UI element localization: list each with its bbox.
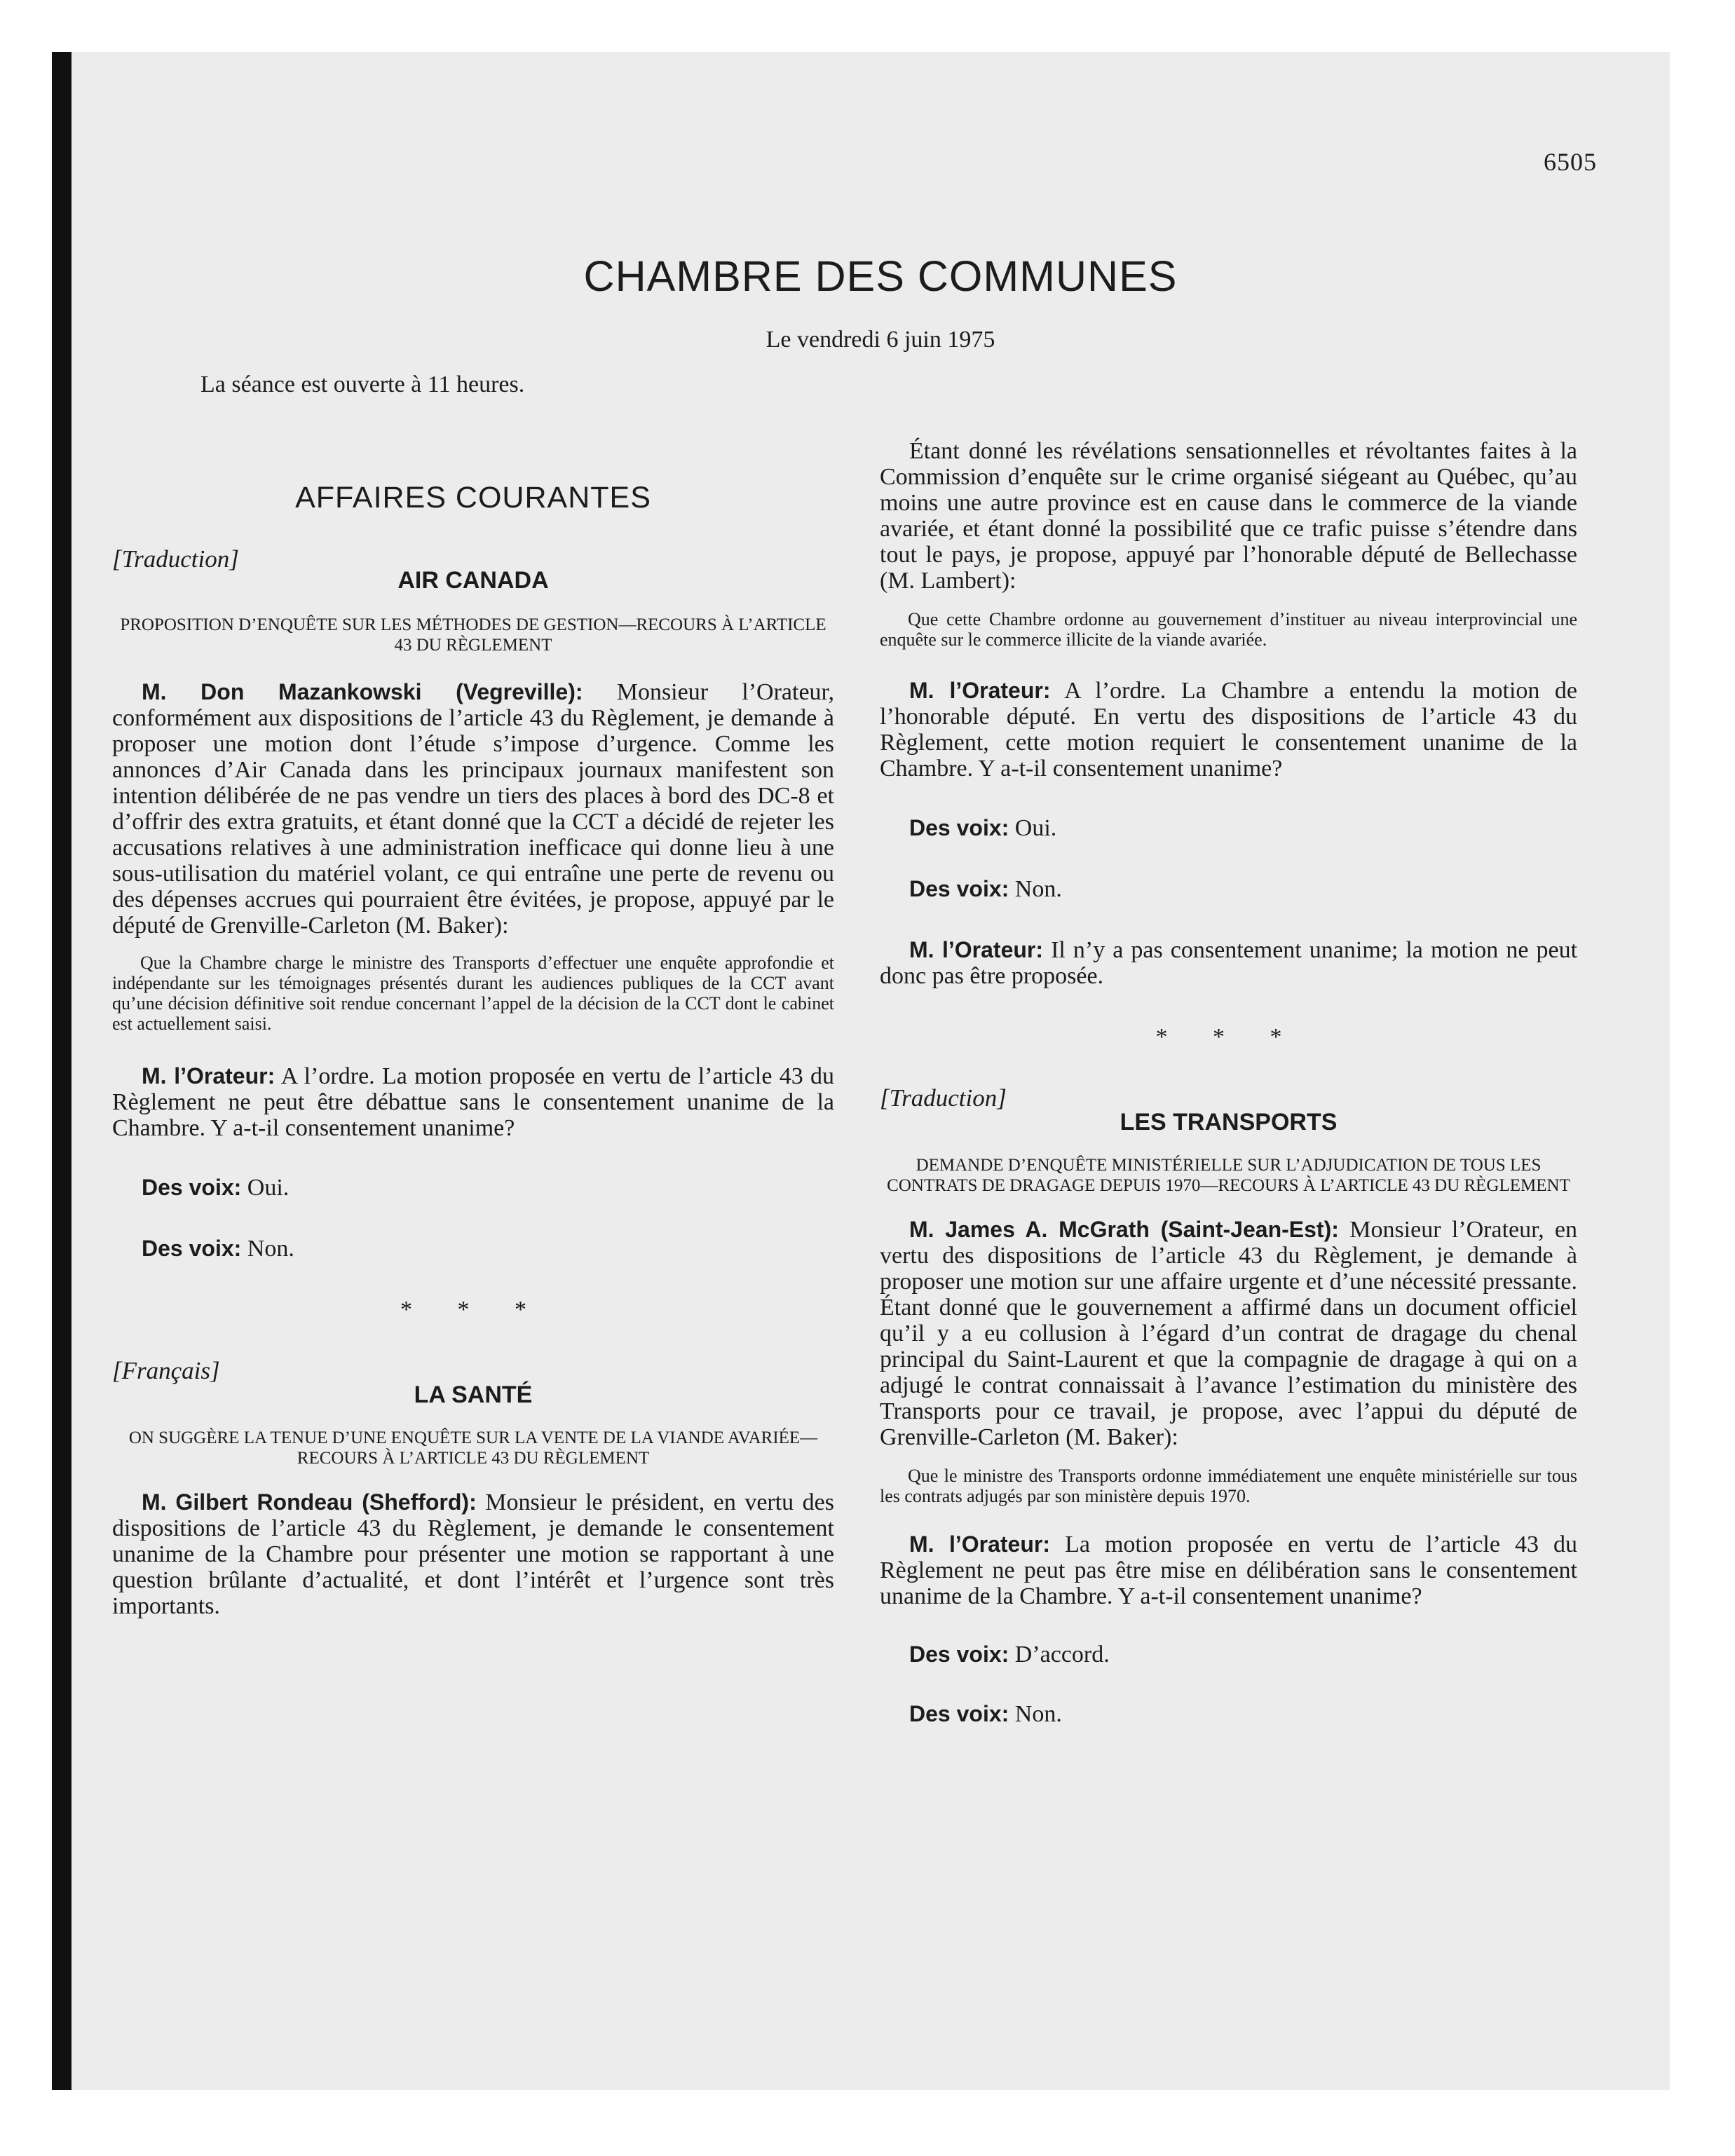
subhead-la-sante: ON SUGGÈRE LA TENUE D’UNE ENQUÊTE SUR LA VENTE DE LA VIANDE AVARIÉE—RECOURS À L’ARTICLE 43 DU RÈGLEMENT xyxy=(128,1428,818,1468)
speech-mazankowski: Monsieur l’Orateur, conformément aux dispositions de l’article 43 du Règlement, je demande à proposer une motion dont l’étude s’impose d’urgence. Comme les annonces d’Air Canada dans les principaux journaux manifestent son intention délibérée de ne pas vendre un tiers des places à bord des DC-8 et d’offrir des extra gratuits, et étant donné que la CCT a décidé de rejeter les accusations relatives à une administration inefficace qui donne lieu à une sous-utilisation du matériel volant, ce qui entraîne une perte de revenu ou des dépenses accrues qui pourraient être évitées, je propose, appuyé par le député de Grenville-Carleton (M. Baker): xyxy=(112,679,834,939)
opening-line: La séance est ouverte à 11 heures. xyxy=(200,371,525,397)
motion-air-canada: Que la Chambre charge le ministre des Transports d’effectuer une enquête approfondie et indépendante sur les témoignages présentés durant les audiences publiques de la CCT avant qu’une décision définitive soit rendue concernant l’appel de la décision de la CCT dont le cabinet est actuellement saisi. xyxy=(112,953,834,1034)
page-number: 6505 xyxy=(1544,148,1597,176)
voices-yes xyxy=(142,1175,834,1201)
heading-la-sante: LA SANTÉ xyxy=(414,1381,533,1408)
section-title-affaires-courantes: AFFAIRES COURANTES xyxy=(295,481,651,514)
voices-agree xyxy=(909,1642,1577,1667)
voices-no xyxy=(909,1701,1577,1727)
voices-label: Des voix: xyxy=(909,1701,1009,1726)
left-column xyxy=(112,371,834,1619)
paragraph-mazankowski xyxy=(112,679,834,939)
section-separator: * * * xyxy=(1155,1024,1302,1050)
traduction-label: [Traduction] xyxy=(112,545,239,573)
paragraph-orateur-air-canada xyxy=(112,1063,834,1141)
paragraph-mcgrath xyxy=(880,1217,1577,1450)
right-column xyxy=(880,438,1577,1727)
speaker-orateur: M. l’Orateur: xyxy=(909,1531,1051,1557)
speaker-mcgrath: M. James A. McGrath (Saint-Jean-Est): xyxy=(909,1217,1339,1242)
speech-orateur: A l’ordre. La motion proposée en vertu de l’article 43 du Règlement ne peut être débattue sans le consentement unanime de la Chambre. Y a-t-il consentement unanime? xyxy=(112,1063,835,1141)
subhead-air-canada: PROPOSITION D’ENQUÊTE SUR LES MÉTHODES DE GESTION—RECOURS À L’ARTICLE 43 DU RÈGLEMENT xyxy=(120,615,826,655)
section-separator: * * * xyxy=(400,1297,546,1323)
speaker-orateur: M. l’Orateur: xyxy=(142,1063,275,1089)
subhead-les-transports: DEMANDE D’ENQUÊTE MINISTÉRIELLE SUR L’ADJUDICATION DE TOUS LES CONTRATS DE DRAGAGE DEPUIS 1970—RECOURS À L’ARTICLE 43 DU RÈGLEMENT xyxy=(887,1156,1570,1195)
voices-yes xyxy=(909,815,1577,841)
voices-no xyxy=(909,876,1577,902)
speech-orateur: Il n’y a pas consentement unanime; la motion ne peut donc pas être proposée. xyxy=(880,937,1578,989)
voices-text: D’accord. xyxy=(1014,1642,1110,1667)
speaker-orateur: M. l’Orateur: xyxy=(909,937,1044,962)
voices-label: Des voix: xyxy=(909,1642,1009,1667)
speaker-orateur: M. l’Orateur: xyxy=(909,678,1051,703)
motion-transports: Que le ministre des Transports ordonne immédiatement une enquête ministérielle sur tous les contrats adjugés par son ministère depuis 1970. xyxy=(880,1466,1577,1506)
voices-text: Non. xyxy=(247,1236,294,1262)
speaker-rondeau: M. Gilbert Rondeau (Shefford): xyxy=(142,1489,477,1515)
paragraph-orateur-1 xyxy=(880,678,1577,782)
paragraph-orateur-2 xyxy=(880,937,1577,989)
paragraph-rondeau xyxy=(112,1489,834,1619)
speech-mcgrath: Monsieur l’Orateur, en vertu des dispositions de l’article 43 du Règlement, je demande à proposer une motion sur une affaire urgente et d’une nécessité pressante. Étant donné que le gouvernement a affirmé dans un document officiel qu’il y a eu collusion à l’égard d’un contrat de dragage du chenal principal du Saint-Laurent et que la compagnie de dragage à qui on a adjugé le contrat connaissait à l’avance l’estimation du ministère des Transports pour ce travail, je propose, avec l’appui du député de Grenville-Carleton (M. Baker): xyxy=(880,1217,1578,1450)
traduction-label: [Traduction] xyxy=(880,1084,1007,1112)
paragraph-rondeau-continued: Étant donné les révélations sensationnelles et révoltantes faites à la Commission d’enquête sur le crime organisé siégeant au Québec, qu’au moins une autre province est en cause dans le commerce de la viande avariée, et étant donné la possibilité que ce trafic puisse s’étendre dans tout le pays, je propose, appuyé par l’honorable député de Bellechasse (M. Lambert): xyxy=(880,438,1577,594)
speech-orateur: A l’ordre. La Chambre a entendu la motion de l’honorable député. En vertu des dispositions de l’article 43 du Règlement, cette motion requiert le consentement unanime de la Chambre. Y a-t-il consentement unanime? xyxy=(880,678,1578,782)
paragraph-orateur-transports xyxy=(880,1531,1577,1609)
francais-label: [Français] xyxy=(112,1357,220,1384)
voices-no xyxy=(142,1236,834,1262)
heading-les-transports: LES TRANSPORTS xyxy=(1120,1109,1338,1135)
voices-label: Des voix: xyxy=(909,815,1009,840)
voices-text: Oui. xyxy=(1014,815,1057,841)
voices-label: Des voix: xyxy=(909,876,1009,901)
heading-air-canada: AIR CANADA xyxy=(397,567,549,594)
page-title: CHAMBRE DES COMMUNES xyxy=(583,252,1178,300)
voices-text: Oui. xyxy=(247,1175,290,1201)
motion-viande-avariee: Que cette Chambre ordonne au gouvernement d’instituer au niveau interprovincial une enquête sur le commerce illicite de la viande avariée. xyxy=(880,609,1577,650)
voices-text: Non. xyxy=(1014,876,1062,902)
voices-label: Des voix: xyxy=(142,1236,242,1261)
speaker-mazankowski: M. Don Mazankowski (Vegreville): xyxy=(142,679,583,704)
sitting-date: Le vendredi 6 juin 1975 xyxy=(766,327,995,353)
voices-label: Des voix: xyxy=(142,1175,242,1200)
speech-orateur: La motion proposée en vertu de l’article 43 du Règlement ne peut pas être mise en délibération sans le consentement unanime de la Chambre. Y a-t-il consentement unanime? xyxy=(880,1531,1578,1609)
voices-text: Non. xyxy=(1014,1701,1062,1727)
speech-rondeau: Monsieur le président, en vertu des dispositions de l’article 43 du Règlement, je demande le consentement unanime de la Chambre pour présenter une motion se rapportant à une question brûlante d’actualité, et dont l’intérêt et l’urgence sont très importants. xyxy=(112,1489,835,1619)
